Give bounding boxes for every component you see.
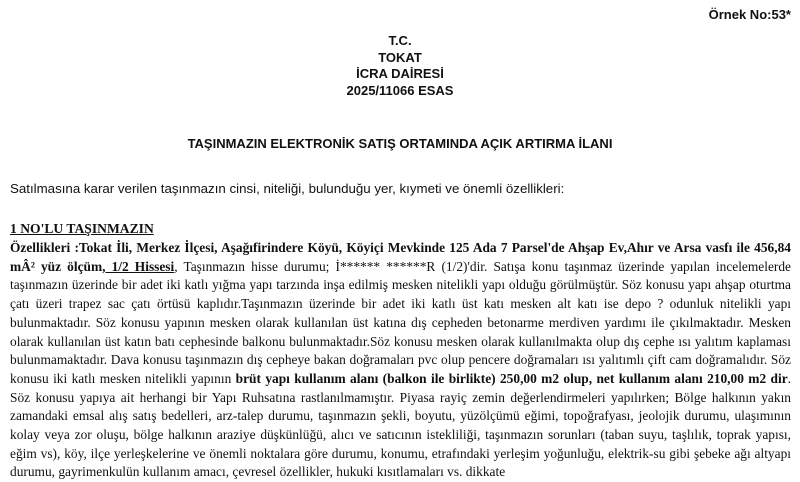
section-heading: 1 NO'LU TAŞINMAZIN: [10, 221, 154, 236]
property-description: [10, 239, 791, 482]
building-area-bold: brüt yapı kullanım alanı (balkon ile birlikte) 250,00 m2 olup, net kullanım alanı 210,00 m2 dir: [235, 370, 788, 386]
header-line-office: İCRA DAİRESİ: [356, 66, 444, 81]
page-title: TAŞINMAZIN ELEKTRONİK SATIŞ ORTAMINDA AÇIK ARTIRMA İLANI: [187, 136, 613, 151]
document-header: [0, 33, 800, 99]
header-line-city: TOKAT: [378, 49, 422, 65]
property-features-bold: Özellikleri :Tokat İli, Merkez İlçesi, Aşağıfirindere Köyü, Köyiçi Mevkinde 125 Ada 7 Parsel'de Ahşap Ev,Ahır ve Arsa vasfı ile 456,84 mÂ² yüz ölçüm,: [10, 240, 791, 274]
valuation-text: . Söz konusu yapıya ait herhangi bir Yapı Ruhsatına rastlanılmamıştır. Piyasa rayiç zemin değerlendirmeleri yapılırken; Bölge halkının yakın zamandaki emsal alış satış bedelleri, arz-talep durumu, taşınmazın şekli, boyutu, yüzölçümü eğimi, topoğrafyası, jeolojik durumu, ulaşımının kolay veya zor oluşu, bölge halkının araziye düşkünlüğü, alıcı ve satıcının istekliliği, taşınmazın sorunları (taban suyu, taşlılık, toprak yapısı, eğim vs), köy, ilçe yerleşkelerine ve önemli noktalara göre durumu, konumu, etrafındaki yerleşim yoğunluğu, elektrik-su gibi şebeke ağı altyapı durumu, gayrimenkulün kullanım amacı, çevresel özellikler, hukuki kısıtlamaları vs. dikkate: [10, 370, 791, 480]
header-line-case-no: 2025/11066 ESAS: [346, 82, 454, 98]
intro-text: Satılmasına karar verilen taşınmazın cinsi, niteliği, bulunduğu yer, kıymeti ve önemli özellikleri:: [10, 181, 565, 196]
header-line-tc: T.C.: [388, 33, 412, 48]
sample-number: Örnek No:53*: [708, 7, 791, 22]
description-text: , Taşınmazın hisse durumu; İ****** ******R (1/2)'dir. Satışa konu taşınmaz üzerinde yapılan incelemelerde taşınmazın üzerinde bir adet iki katlı yığma yapı tarzında inşa edilmiş mesken nitelikli yapı olduğu görülmüştür. Söz konusu yapı ahşap oturtma çatı üzeri trapez sac çatı örtüsü kaplıdır.Taşınmazın üzerinde bir adet iki katlı üst katı mesken alt katı ise depo ? odunluk nitelikli yapı bulunmaktadır. Söz konusu yapının mesken olarak kullanılan üst katına dış cepheden betonarme merdiven yardımı ile çıkılmaktadır. Mesken olarak kullanılan üst katın batı cephesinde balkonu bulunmaktadır.Söz konusu mesken olarak kullanılmakta olup dış cephe ısı yalıtım kaplaması bulunmamaktadır. Dava konusu taşınmazın dış cepheye bakan doğramaları pvc olup pencere doğramaları ısı yalıtımlı çift cam doğramalıdır. Söz konusu iki katlı mesken nitelikli yapının: [10, 258, 791, 386]
share-ratio: 1/2 Hissesi: [105, 258, 175, 274]
